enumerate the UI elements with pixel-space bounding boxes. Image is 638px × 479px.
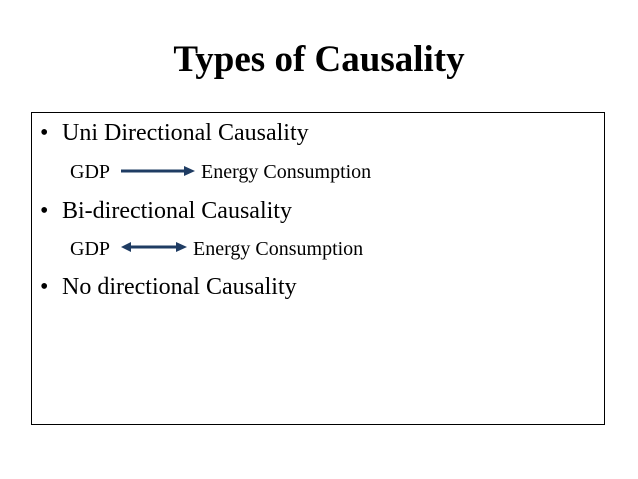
bullet-marker: • [40, 198, 49, 224]
example-bi-right: Energy Consumption [193, 238, 364, 260]
content-box [31, 112, 605, 425]
right-arrow-icon [120, 164, 196, 178]
bullet-label: No directional Causality [62, 274, 297, 300]
example-bi-left: GDP [70, 238, 111, 260]
example-uni-left: GDP [70, 161, 111, 183]
bullet-uni-directional [40, 119, 309, 147]
slide-title: Types of Causality [173, 39, 465, 80]
bullet-no-directional [40, 273, 297, 301]
bullet-label: Uni Directional Causality [62, 120, 309, 146]
bullet-bi-directional [40, 197, 292, 225]
example-uni-right: Energy Consumption [201, 161, 372, 183]
double-arrow-icon [120, 240, 188, 254]
bullet-marker: • [40, 120, 49, 146]
bullet-label: Bi-directional Causality [62, 198, 292, 224]
bullet-marker: • [40, 274, 49, 300]
